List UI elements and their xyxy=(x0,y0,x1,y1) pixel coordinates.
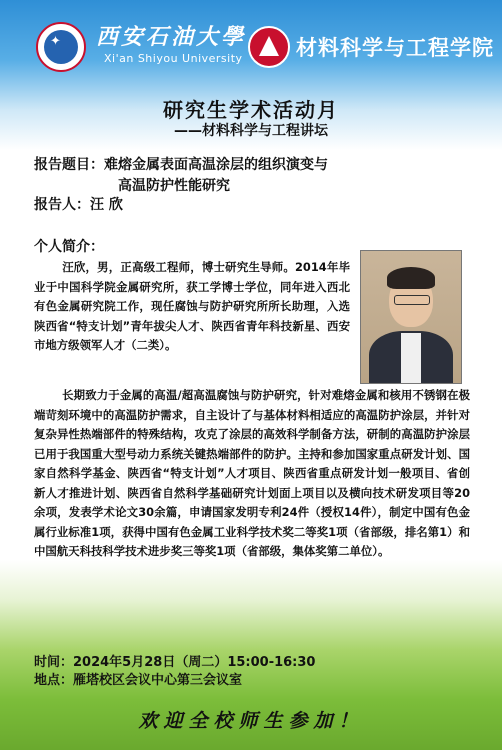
university-name-en: Xi'an Shiyou University xyxy=(104,52,243,65)
header xyxy=(0,0,502,92)
talk-topic-line2: 高温防护性能研究 xyxy=(118,178,230,194)
event-title: 研究生学术活动月 xyxy=(163,98,339,122)
talk-topic xyxy=(34,155,328,197)
bio-heading: 个人简介： xyxy=(34,239,104,255)
event-place: 地点：雁塔校区会议中心第三会议室 xyxy=(34,673,243,688)
bio-paragraph-1: 汪欣，男，正高级工程师，博士研究生导师。2014年毕业于中国科学院金属研究所，获工学博士学位，同年进入西北有色金属研究院工作，现任腐蚀与防护研究所所长助理，入选陕西省“特支计划”青年拔尖人才、陕西省青年科技新星、西安市地方级领军人才（二类）。 xyxy=(34,260,350,352)
speaker: 报告人：汪 欣 xyxy=(34,197,123,213)
college-name: 材料科学与工程学院 xyxy=(296,35,494,60)
welcome-message: 欢迎全校师生参加！ xyxy=(138,710,364,732)
event-time: 时间：2024年5月28日（周二）15:00-16:30 xyxy=(34,655,316,670)
talk-topic-line1: 报告题目：难熔金属表面高温涂层的组织演变与 xyxy=(34,157,328,173)
bio-paragraph-2: 长期致力于金属的高温/超高温腐蚀与防护研究，针对难熔金属和核用不锈钢在极端苛刻环境中的高温防护需求，自主设计了与基体材料相适应的高温防护涂层，并针对复杂异性热端部件的特殊结构，攻克了涂层的高效科学制备方法，研制的高温防护涂层已用于我国重大型号动力系统关键热端部件的防护。主持和参加国家重点研发计划、国家自然科学基金、陕西省“特支计划”人才项目、陕西省重点研发计划一般项目、省创新人才推进计划、陕西省自然科学基础研究计划面上项目以及横向技术研发项目等20余项，发表学术论文30余篇，申请国家发明专利24件（授权14件），制定中国有色金属行业标准1项，获得中国有色金属工业科学技术奖二等奖1项（省部级，排名第1）和中国航天科技科学技术进步奖三等奖1项（省部级，集体奖第二单位）。 xyxy=(34,388,470,558)
event-subtitle: ——材料科学与工程讲坛 xyxy=(174,123,328,139)
speaker-photo xyxy=(360,250,462,384)
university-name-cn: 西安石油大學 xyxy=(96,24,247,50)
college-logo xyxy=(248,26,290,68)
university-logo: ✦ xyxy=(36,22,86,72)
